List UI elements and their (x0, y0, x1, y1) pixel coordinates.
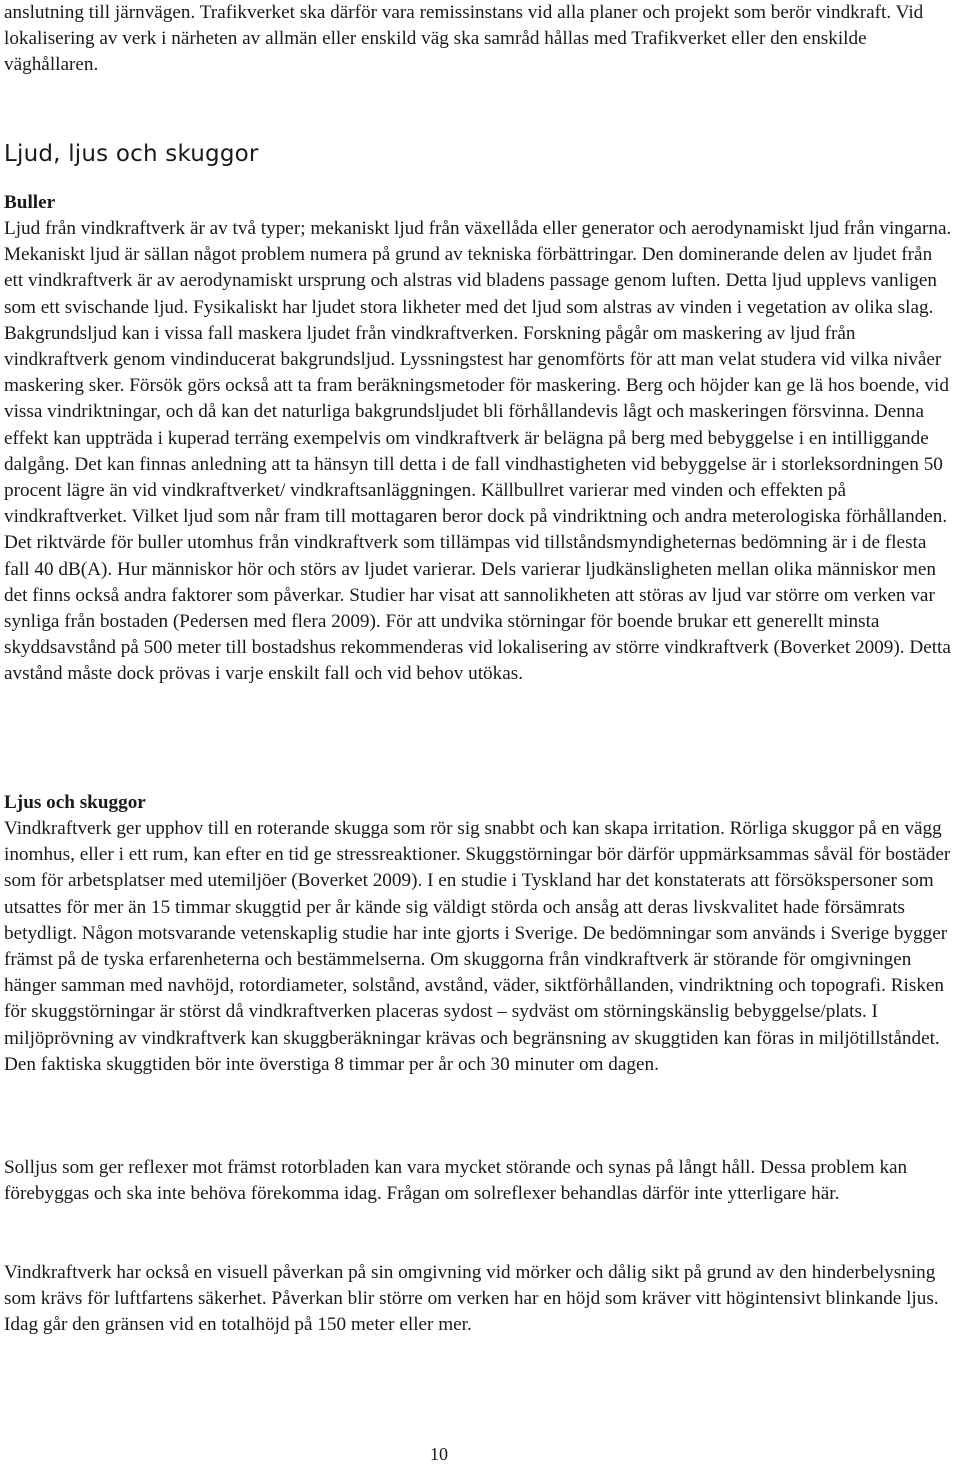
solljus-paragraph: Solljus som ger reflexer mot främst rotorbladen kan vara mycket störande och synas på långt håll. Dessa problem kan förebyggas och ska inte behöva förekomma idag. Frågan om solreflexer behandlas därför inte ytterligare här. (4, 1157, 908, 1205)
section-title: Ljud, ljus och skuggor (4, 141, 259, 167)
hinderbelysning-paragraph: Vindkraftverk har också en visuell påverkan på sin omgivning vid mörker och dålig sikt på grund av den hinderbelysning som krävs för luftfartens säkerhet. Påverkan blir större om verken har en höjd som kräver vitt högintensivt blinkande ljus. Idag går den gränsen vid en totalhöjd på 150 meter eller mer. (4, 1262, 939, 1336)
ljus-paragraph: Vindkraftverk ger upphov till en roterande skugga som rör sig snabbt och kan skapa irritation. Rörliga skuggor på en vägg inomhus, eller i ett rum, kan efter en tid ge stressreaktioner. Skuggstörningar bör därför uppmärksammas såväl för bostäder som för arbetsplatser med utemiljöer (Boverket 2009). I en studie i Tyskland har det konstaterats att försökspersoner som utsattes för mer än 15 timmar skuggtid per år kände sig väldigt störda och ansåg att deras livskvalitet hade försämrats betydligt. Någon motsvarande vetenskaplig studie har inte gjorts i Sverige. De bedömningar som används i Sverige bygger främst på de tyska erfarenheterna och bestämmelserna. Om skuggorna från vindkraftverk är störande för omgivningen hänger samman med navhöjd, rotordiameter, solstånd, avstånd, väder, siktförhållanden, vindriktning och topografi. Risken för skuggstörningar är störst då vindkraftverken placeras sydost – sydväst om störningskänslig bebyggelse/plats. I miljöprövning av vindkraftverk kan skuggberäkningar krävas och begränsning av skuggtiden kan föras in miljötillståndet. Den faktiska skuggtiden bör inte överstiga 8 timmar per år och 30 minuter om dagen. (4, 818, 951, 1075)
buller-paragraph: Ljud från vindkraftverk är av två typer; mekaniskt ljud från växellåda eller generator och aerodynamiskt ljud från vingarna. Mekaniskt ljud är sällan något problem numera på grund av tekniska förbättringar. Den dominerande delen av ljudet från ett vindkraftverk är av aerodynamiskt ursprung och alstras vid bladens passage genom luften. Detta ljud upplevs vanligen som ett svischande ljud. Fysikaliskt har ljudet stora likheter med det ljud som alstras av vinden i vegetation av olika slag. Bakgrundsljud kan i vissa fall maskera ljudet från vindkraftverken. Forskning pågår om maskering av ljud från vindkraftverk genom vindinducerat bakgrundsljud. Lyssningstest har genomförts för att man velat studera vid vilka nivåer maskering sker. Försök görs också att ta fram beräkningsmetoder för maskering. Berg och höjder kan ge lä hos boende, vid vissa vindriktningar, och då kan det naturliga bakgrundsljudet bli förhållandevis lågt och maskeringen försvinna. Denna effekt kan uppträda i kuperad terräng exempelvis om vindkraftverk är belägna på berg med bebyggelse i en intilliggande dalgång. Det kan finnas anledning att ta hänsyn till detta i de fall vindhastigheten vid bebyggelse är i storleksordningen 50 procent lägre än vid vindkraftverket/ vindkraftsanläggningen. Källbullret varierar med vinden och effekten på vindkraftverket. Vilket ljud som når fram till mottagaren beror dock på vindriktning och andra meterologiska förhållanden. Det riktvärde för buller utomhus från vindkraftverk som tillämpas vid tillståndsmyndigheternas bedömning är i de flesta fall 40 dB(A). Hur människor hör och störs av ljudet varierar. Dels varierar ljudkänsligheten mellan olika människor men det finns också andra faktorer som påverkar. Studier har visat att sannolikheten att störas av ljud var större om verken var synliga från bostaden (Pedersen med flera 2009). För att undvika störningar för boende brukar ett generellt minsta skyddsavstånd på 500 meter till bostadshus rekommenderas vid lokalisering av större vindkraftverk (Boverket 2009). Detta avstånd måste dock prövas i varje enskilt fall och vid behov utökas. (4, 218, 952, 685)
ljus-heading: Ljus och skuggor (4, 792, 146, 813)
page-number: 10 (430, 1444, 448, 1464)
intro-paragraph: anslutning till järnvägen. Trafikverket ska därför vara remissinstans vid alla planer och projekt som berör vindkraft. Vid lokalisering av verk i närheten av allmän eller enskild väg ska samråd hållas med Trafikverket eller den enskilde väghållaren. (4, 2, 924, 76)
buller-heading: Buller (4, 192, 56, 213)
